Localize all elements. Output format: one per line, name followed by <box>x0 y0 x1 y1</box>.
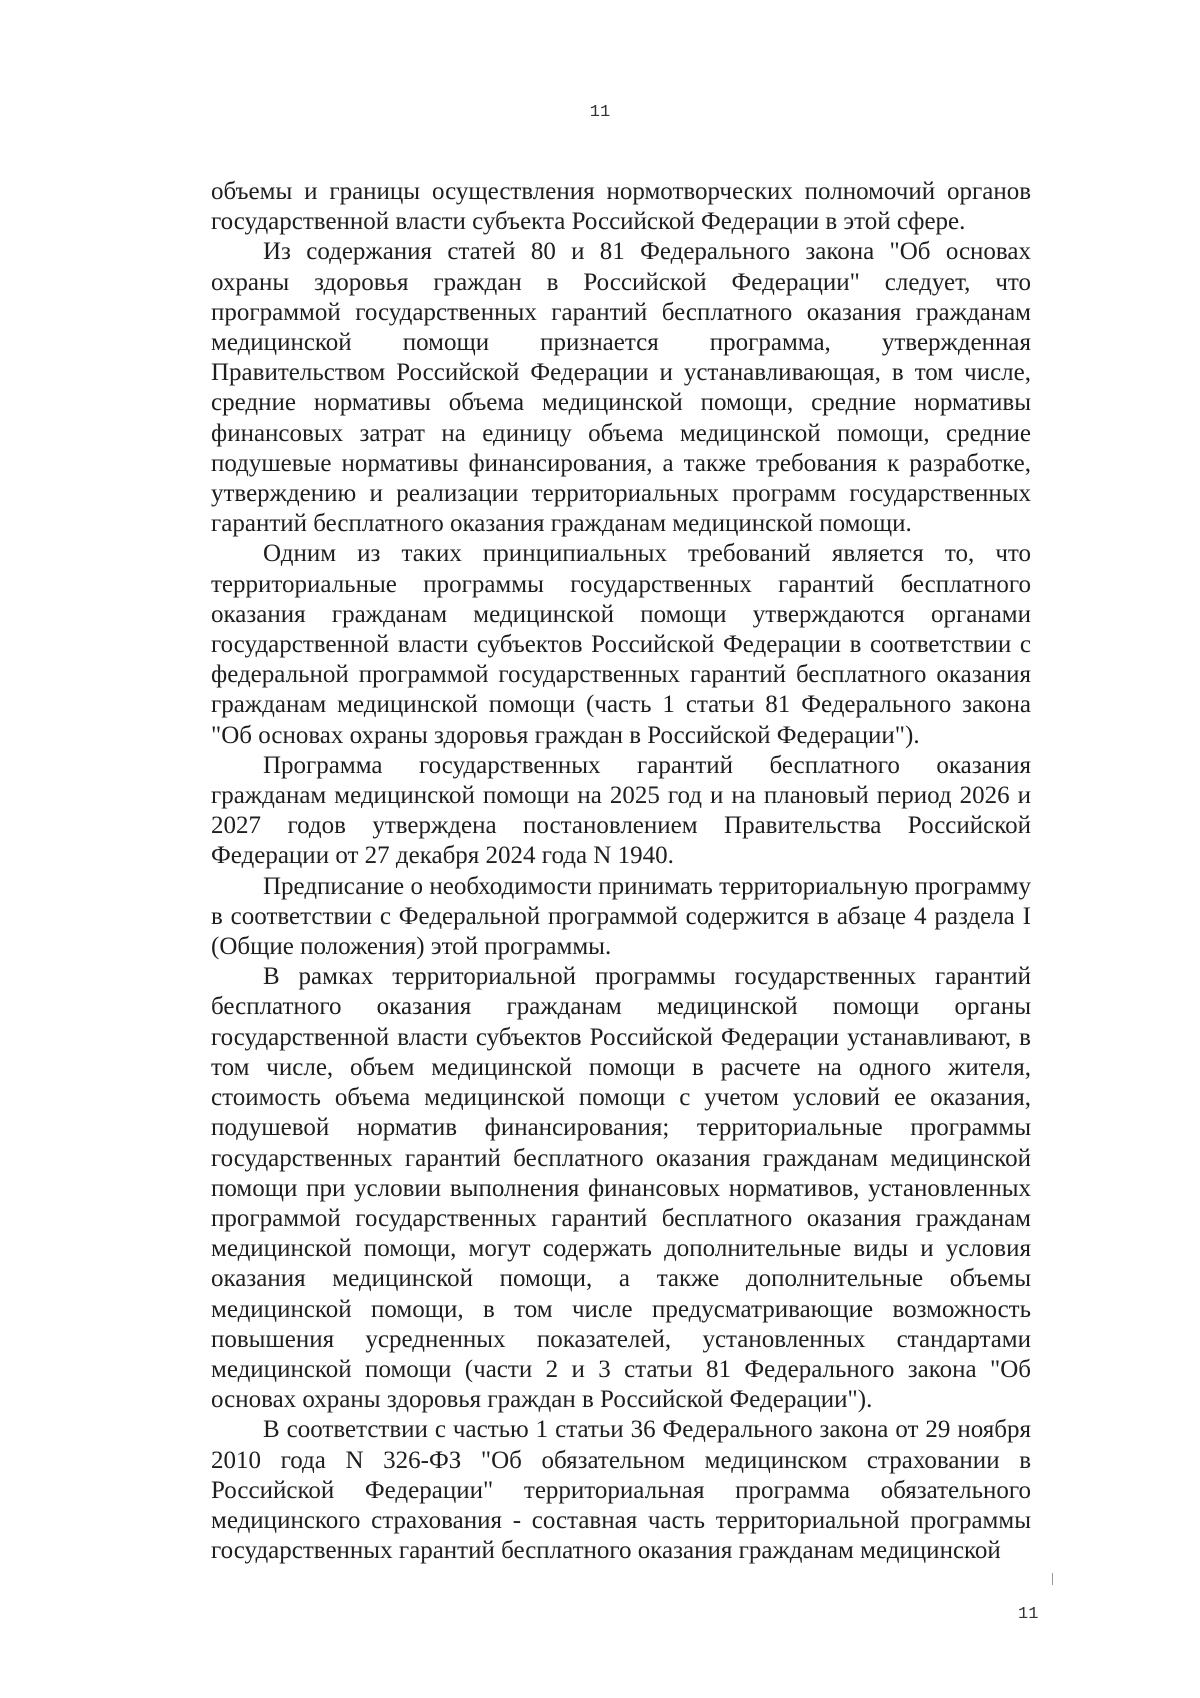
paragraph-continuation: объемы и границы осуществления нормотворческих полномочий органов государственной власти субъекта Российской Федерации в этой сфере. <box>211 178 1031 236</box>
paragraph-oms-law: В соответствии с частью 1 статьи 36 Федерального закона от 29 ноября 2010 года N 326-ФЗ "Об обязательном медицинском страховании в Российской Федерации" территориальная программа обязательного медицинского страхования - составная часть территориальной программы государственных гарантий бесплатного оказания гражданам медицинской <box>211 1416 1031 1565</box>
document-body <box>211 177 1031 1566</box>
paragraph-articles-80-81: Из содержания статей 80 и 81 Федерального закона "Об основах охраны здоровья граждан в Российской Федерации" следует, что программой государственных гарантий бесплатного оказания гражданам медицинской помощи признается программа, утвержденная Правительством Российской Федерации и устанавливающая, в том числе, средние нормативы объема медицинской помощи, средние нормативы финансовых затрат на единицу объема медицинской помощи, средние подушевые нормативы финансирования, а также требования к разработке, утверждению и реализации территориальных программ государственных гарантий бесплатного оказания гражданам медицинской помощи. <box>211 238 1031 538</box>
page-number-bottom: 11 <box>1018 1605 1039 1624</box>
paragraph-territorial-program: В рамках территориальной программы государственных гарантий бесплатного оказания гражданам медицинской помощи органы государственной власти субъектов Российской Федерации устанавливают, в том числе, объем медицинской помощи в расчете на одного жителя, стоимость объема медицинской помощи с учетом условий ее оказания, подушевой норматив финансирования; территориальные программы государственных гарантий бесплатного оказания гражданам медицинской помощи при условии выполнения финансовых нормативов, установленных программой государственных гарантий бесплатного оказания гражданам медицинской помощи, могут содержать дополнительные виды и условия оказания медицинской помощи, а также дополнительные объемы медицинской помощи, в том числе предусматривающие возможность повышения усредненных показателей, установленных стандартами медицинской помощи (части 2 и 3 статьи 81 Федерального закона "Об основах охраны здоровья граждан в Российской Федерации"). <box>211 963 1031 1414</box>
paragraph-program-2025: Программа государственных гарантий бесплатного оказания гражданам медицинской помощи на 2025 год и на плановый период 2026 и 2027 годов утверждена постановлением Правительства Российской Федерации от 27 декабря 2024 года N 1940. <box>211 751 1031 870</box>
paragraph-prescription: Предписание о необходимости принимать территориальную программу в соответствии с Федеральной программой содержится в абзаце 4 раздела I (Общие положения) этой программы. <box>211 872 1031 961</box>
scan-margin-mark <box>1052 1573 1053 1585</box>
page-number-top: 11 <box>589 103 611 122</box>
paragraph-principal-requirement: Одним из таких принципиальных требований является то, что территориальные программы государственных гарантий бесплатного оказания гражданам медицинской помощи утверждаются органами государственной власти субъектов Российской Федерации в соответствии с федеральной программой государственных гарантий бесплатного оказания гражданам медицинской помощи (часть 1 статьи 81 Федерального закона "Об основах охраны здоровья граждан в Российской Федерации"). <box>211 540 1031 749</box>
